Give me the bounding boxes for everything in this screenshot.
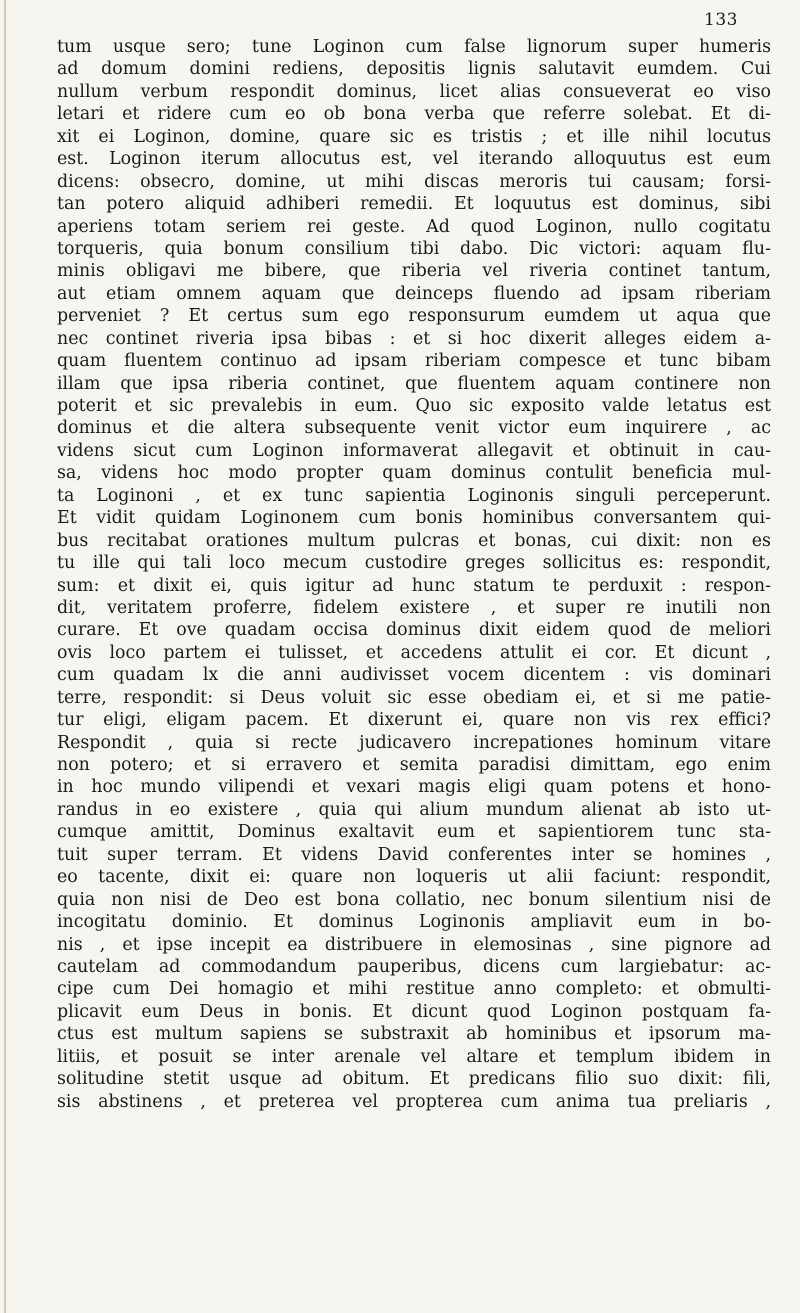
text-line: ta Loginoni , et ex tunc sapientia Loginonis singuli perceperunt.	[57, 485, 771, 506]
text-line: cautelam ad commodandum pauperibus, dicens cum largiebatur: ac-	[57, 956, 771, 977]
text-line: plicavit eum Deus in bonis. Et dicunt quod Loginon postquam fa-	[57, 1001, 771, 1022]
text-line: ctus est multum sapiens se substraxit ab hominibus et ipsorum ma-	[57, 1024, 771, 1045]
text-line: Respondit , quia si recte judicavero increpationes hominum vitare	[57, 732, 771, 753]
text-line: in hoc mundo vilipendi et vexari magis eligi quam potens et hono-	[57, 777, 771, 798]
text-line: aut etiam omnem aquam que deinceps fluendo ad ipsam riberiam	[57, 283, 771, 304]
text-line: ad domum domini rediens, depositis lignis salutavit eumdem. Cui	[57, 59, 771, 80]
text-line: quam fluentem continuo ad ipsam riberiam compesce et tunc bibam	[57, 351, 771, 372]
text-line: nec continet riveria ipsa bibas : et si hoc dixerit alleges eidem a-	[57, 328, 771, 349]
page-edge-shadow	[4, 0, 6, 1313]
text-line: tum usque sero; tune Loginon cum false lignorum super humeris	[57, 37, 771, 57]
text-line: torqueris, quia bonum consilium tibi dabo. Dic victori: aquam flu-	[57, 238, 771, 259]
text-line: tu ille qui tali loco mecum custodire greges sollicitus es: respondit,	[57, 553, 771, 574]
text-line: cumque amittit, Dominus exaltavit eum et sapientiorem tunc sta-	[57, 822, 771, 843]
text-line: nullum verbum respondit dominus, licet alias consueverat eo viso	[57, 81, 771, 102]
text-line: nis , et ipse incepit ea distribuere in elemosinas , sine pignore ad	[57, 934, 771, 955]
text-line: sis abstinens , et preterea vel propterea cum anima tua preliaris ,	[57, 1091, 771, 1112]
text-line: tan potero aliquid adhiberi remedii. Et loquutus est dominus, sibi	[57, 194, 771, 215]
text-line: cipe cum Dei homagio et mihi restitue anno completo: et obmulti-	[57, 979, 771, 1000]
text-line: curare. Et ove quadam occisa dominus dixit eidem quod de meliori	[57, 620, 771, 641]
text-line: quia non nisi de Deo est bona collatio, nec bonum silentium nisi de	[57, 889, 771, 910]
text-line: Et vidit quidam Loginonem cum bonis hominibus conversantem qui-	[57, 508, 771, 529]
text-line: eo tacente, dixit ei: quare non loqueris ut alii faciunt: respondit,	[57, 867, 771, 888]
text-line: sum: et dixit ei, quis igitur ad hunc statum te perduxit : respon-	[57, 575, 771, 596]
body-text	[57, 36, 771, 1113]
text-line: randus in eo existere , quia qui alium mundum alienat ab isto ut-	[57, 799, 771, 820]
text-line: dominus et die altera subsequente venit victor eum inquirere , ac	[57, 418, 771, 439]
text-line: litiis, et posuit se inter arenale vel altare et templum ibidem in	[57, 1046, 771, 1067]
text-line: dicens: obsecro, domine, ut mihi discas meroris tui causam; forsi-	[57, 171, 771, 192]
text-line: incogitatu dominio. Et dominus Loginonis ampliavit eum in bo-	[57, 912, 771, 933]
text-line: terre, respondit: si Deus voluit sic esse obediam ei, et si me patie-	[57, 687, 771, 708]
text-line: illam que ipsa riberia continet, que fluentem aquam continere non	[57, 373, 771, 394]
text-line: xit ei Loginon, domine, quare sic es tristis ; et ille nihil locutus	[57, 126, 771, 147]
text-line: aperiens totam seriem rei geste. Ad quod Loginon, nullo cogitatu	[57, 216, 771, 237]
text-line: ovis loco partem ei tulisset, et accedens attulit ei cor. Et dicunt ,	[57, 642, 771, 663]
text-line: sa, videns hoc modo propter quam dominus contulit beneficia mul-	[57, 463, 771, 484]
text-line: poterit et sic prevalebis in eum. Quo sic exposito valde letatus est	[57, 396, 771, 416]
text-line: perveniet ? Et certus sum ego responsurum eumdem ut aqua que	[57, 306, 771, 327]
text-line: videns sicut cum Loginon informaverat allegavit et obtinuit in cau-	[57, 440, 771, 461]
text-line: cum quadam lx die anni audivisset vocem dicentem : vis dominari	[57, 665, 771, 686]
text-line: dit, veritatem proferre, fidelem existere , et super re inutili non	[57, 597, 771, 618]
page-number: 133	[704, 10, 738, 30]
text-line: minis obligavi me bibere, que riberia vel riveria continet tantum,	[57, 261, 771, 282]
text-line: letari et ridere cum eo ob bona verba que referre solebat. Et di-	[57, 104, 771, 125]
text-line: tur eligi, eligam pacem. Et dixerunt ei, quare non vis rex effici?	[57, 710, 771, 731]
text-line: tuit super terram. Et videns David conferentes inter se homines ,	[57, 844, 771, 865]
text-line: solitudine stetit usque ad obitum. Et predicans filio suo dixit: fili,	[57, 1069, 771, 1090]
text-line: bus recitabat orationes multum pulcras et bonas, cui dixit: non es	[57, 530, 771, 551]
text-line: est. Loginon iterum allocutus est, vel iterando alloquutus est eum	[57, 149, 771, 170]
text-line: non potero; et si erravero et semita paradisi dimittam, ego enim	[57, 755, 771, 775]
